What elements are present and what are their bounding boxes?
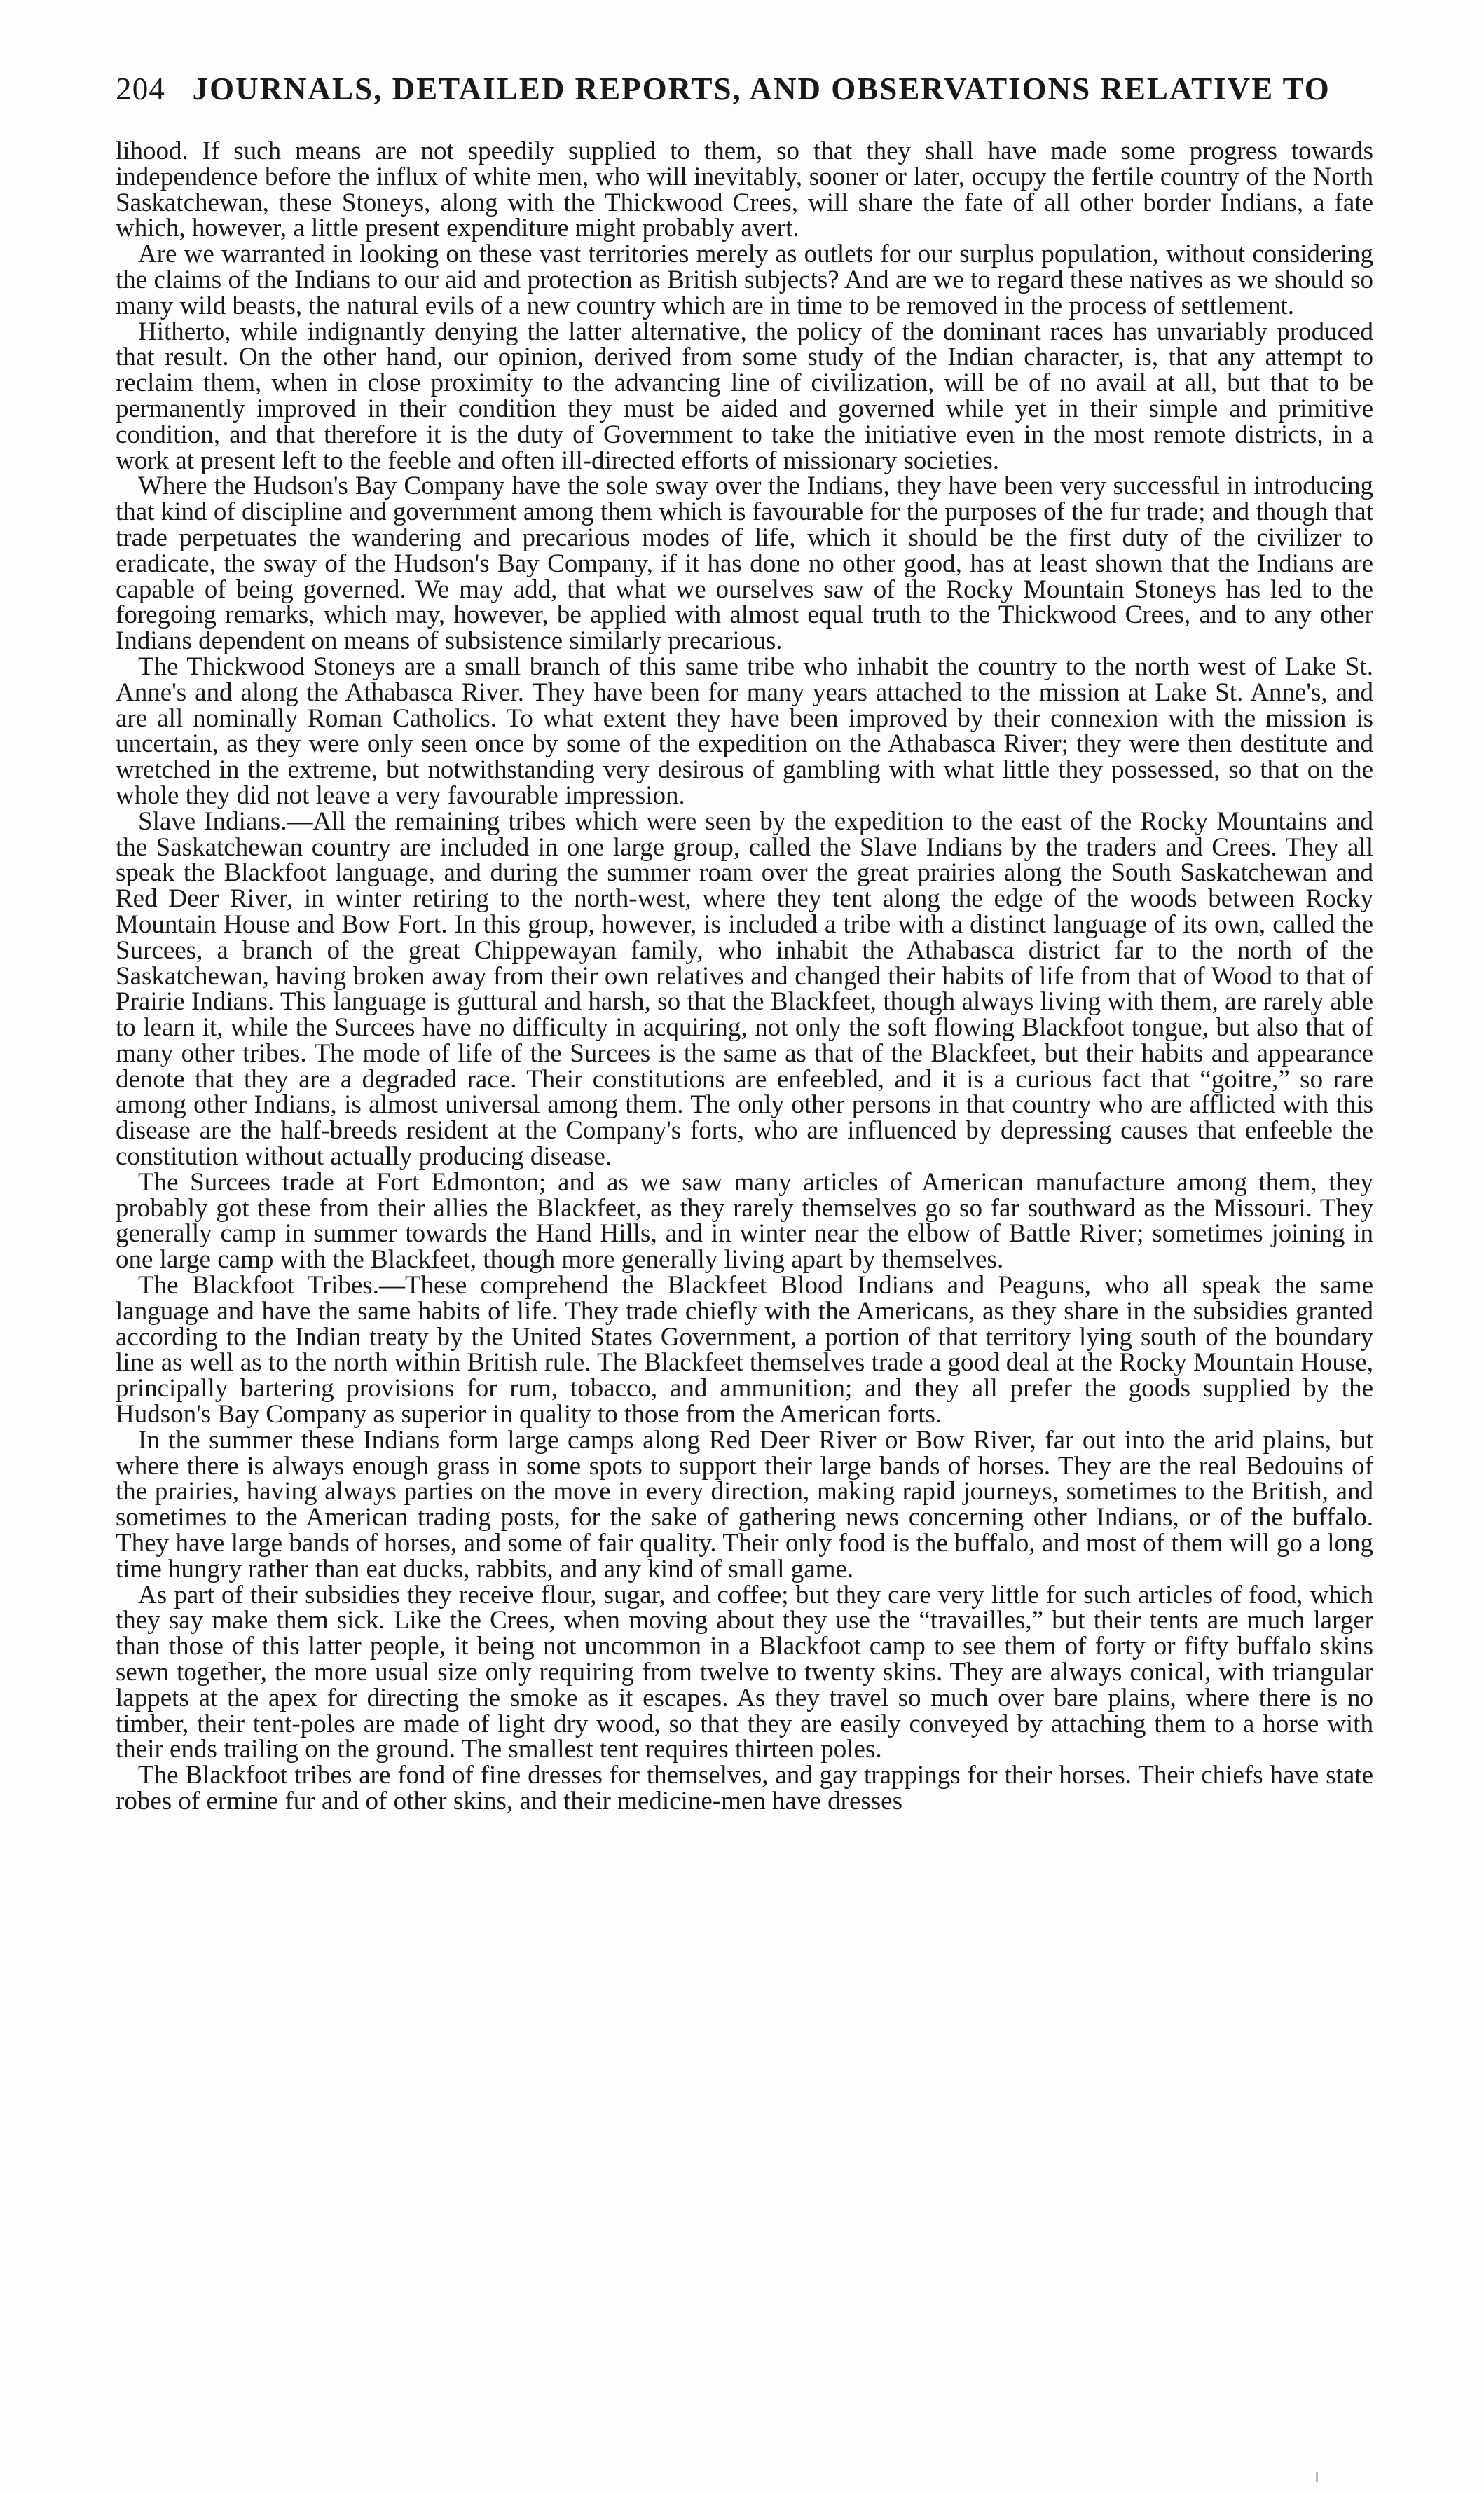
paragraph-blackfoot-tribes: The Blackfoot Tribes.—These comprehend the Blackfeet Blood Indians and Peaguns, who all speak the same language and have the same habits of life. They trade chiefly with the Americans, as they share in the subsidies granted according to the Indian treaty by the United States Government, a portion of that territory lying south of the boundary line as well as to the north within British rule. The Blackfeet themselves trade a good deal at the Rocky Mountain House, principally bartering provisions for rum, tobacco, and ammunition; and they all prefer the goods supplied by the Hudson's Bay Company as superior in quality to those from the American forts. <box>116 1271 1373 1429</box>
paragraph: The Surcees trade at Fort Edmonton; and as we saw many articles of American manufacture among them, they probably got these from their allies the Blackfeet, as they rarely themselves go so far southward as the Missouri. They generally camp in summer towards the Hand Hills, and in winter near the elbow of Battle River; sometimes joining in one large camp with the Blackfeet, though more generally living apart by themselves. <box>116 1167 1373 1275</box>
paragraph-continuation: lihood. If such means are not speedily supplied to them, so that they shall have made some progress towards independence before the influx of white men, who will inevitably, sooner or later, occupy the fertile country of the North Saskatchewan, these Stoneys, along with the Thickwood Crees, will share the fate of all other border Indians, a fate which, however, a little present expenditure might probably avert. <box>116 137 1373 243</box>
page-number: 204 <box>116 71 166 107</box>
paragraph: In the summer these Indians form large camps along Red Deer River or Bow River, far out into the arid plains, but where there is always enough grass in some spots to support their large bands of horses. They are the real Bedouins of the prairies, having always parties on the move in every direction, making rapid journeys, sometimes to the British, and sometimes to the American trading posts, for the sake of gathering news concerning other Indians, or of the buffalo. They have large bands of horses, and some of fair quality. Their only food is the buffalo, and most of them will go a long time hungry rather than eat ducks, rabbits, and any kind of small game. <box>116 1425 1373 1584</box>
paragraph: As part of their subsidies they receive flour, sugar, and coffee; but they care very little for such articles of food, which they say make them sick. Like the Crees, when moving about they use the “travailles,” but their tents are much larger than those of this latter people, it being not uncommon in a Blackfoot camp to see them of forty or fifty buffalo skins sewn together, the more usual size only requiring from twelve to twenty skins. They are always conical, with triangular lappets at the apex for directing the smoke as it escapes. As they travel so much over bare plains, where there is no timber, their tent-poles are made of light dry wood, so that they are easily conveyed by attaching them to a horse with their ends trailing on the ground. The smallest tent requires thirteen poles. <box>116 1580 1373 1764</box>
running-head: JOURNALS, DETAILED REPORTS, AND OBSERVATIONS RELATIVE TO <box>192 71 1331 107</box>
paragraph: Where the Hudson's Bay Company have the sole sway over the Indians, they have been very successful in introducing that kind of discipline and government among them which is favourable for the purposes of the fur trade; and though that trade perpetuates the wandering and precarious modes of life, which it should be the first duty of the civilizer to eradicate, the sway of the Hudson's Bay Company, if it has done no other good, has at least shown that the Indians are capable of being governed. We may add, that what we ourselves saw of the Rocky Mountain Stoneys has led to the foregoing remarks, which may, however, be applied with almost equal truth to the Thickwood Crees, and to any other Indians dependent on means of subsistence similarly precarious. <box>116 472 1373 656</box>
paragraph: The Thickwood Stoneys are a small branch of this same tribe who inhabit the country to the north west of Lake St. Anne's and along the Athabasca River. They have been for many years attached to the mission at Lake St. Anne's, and are all nominally Roman Catholics. To what extent they have been improved by their connexion with the mission is uncertain, as they were only seen once by some of the expedition on the Athabasca River; they were then destitute and wretched in the extreme, but notwithstanding very desirous of gambling with what little they possessed, so that on the whole they did not leave a very favourable impression. <box>116 652 1373 810</box>
paragraph: The Blackfoot tribes are fond of fine dresses for themselves, and gay trappings for their horses. Their chiefs have state robes of ermine fur and of other skins, and their medicine-men have dresses <box>116 1761 1373 1815</box>
body-text <box>116 139 1373 1815</box>
page-header <box>116 64 1377 114</box>
paragraph-slave-indians: Slave Indians.—All the remaining tribes which were seen by the expedition to the east of the Rocky Mountains and the Saskatchewan country are included in one large group, called the Slave Indians by the traders and Crees. They all speak the Blackfoot language, and during the summer roam over the great prairies along the South Saskatchewan and Red Deer River, in winter retiring to the north-west, where they tent along the edge of the woods between Rocky Mountain House and Bow Fort. In this group, however, is included a tribe with a distinct language of its own, called the Surcees, a branch of the great Chippewayan family, who inhabit the Athabasca district far to the north of the Saskatchewan, having broken away from their own relatives and changed their habits of life from that of Wood to that of Prairie Indians. This language is guttural and harsh, so that the Blackfeet, though always living with them, are rarely able to learn it, while the Surcees have no difficulty in acquiring, not only the soft flowing Blackfoot tongue, but also that of many other tribes. The mode of life of the Surcees is the same as that of the Blackfeet, but their habits and appearance denote that they are a degraded race. Their constitutions are enfeebled, and it is a curious fact that “goitre,” so rare among other Indians, is almost universal among them. The only other persons in that country who are afflicted with this disease are the half-breeds resident at the Company's forts, who are influenced by depressing causes that enfeeble the constitution without actually producing disease. <box>116 806 1373 1172</box>
scan-mark <box>1316 2472 1318 2482</box>
paragraph: Hitherto, while indignantly denying the latter alternative, the policy of the dominant races has unvariably produced that result. On the other hand, our opinion, derived from some study of the Indian character, is, that any attempt to reclaim them, when in close proximity to the advancing line of civilization, will be of no avail at all, but that to be permanently improved in their condition they must be aided and governed while yet in their simple and primitive condition, and that therefore it is the duty of Government to take the initiative even in the most remote districts, in a work at present left to the feeble and often ill-directed efforts of missionary societies. <box>116 317 1373 475</box>
paragraph: Are we warranted in looking on these vast territories merely as outlets for our surplus population, without considering the claims of the Indians to our aid and protection as British subjects? And are we to regard these natives as we should so many wild beasts, the natural evils of a new country which are in time to be removed in the process of settlement. <box>116 240 1373 320</box>
